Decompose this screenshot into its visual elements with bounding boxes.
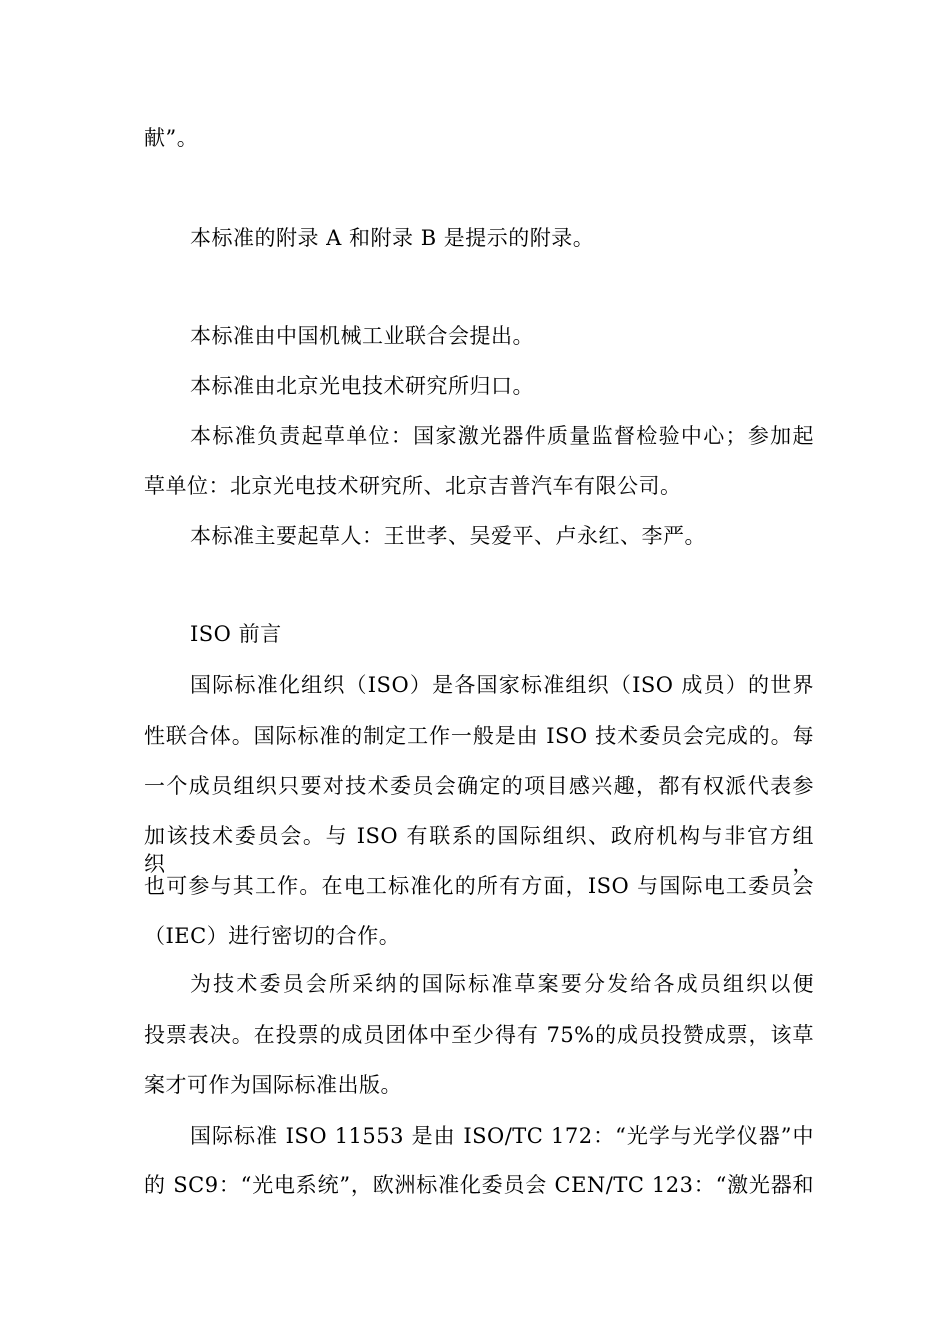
proposer-statement: 本标准由中国机械工业联合会提出。 xyxy=(190,324,534,348)
iso-foreword-heading: ISO 前言 xyxy=(190,622,282,646)
iso-paragraph-1-line-4: 加该技术委员会。与 ISO 有联系的国际组织、政府机构与非官方组织， xyxy=(144,824,814,876)
iso-paragraph-1-line-5: 也可参与其工作。在电工标准化的所有方面，ISO 与国际电工委员会 xyxy=(144,874,814,898)
drafting-units-line-1: 本标准负责起草单位：国家激光器件质量监督检验中心；参加起 xyxy=(190,424,814,448)
iso-paragraph-3-line-2: 的 SC9：“光电系统”，欧洲标准化委员会 CEN/TC 123：“激光器和 xyxy=(144,1173,814,1197)
iso-paragraph-2-line-2: 投票表决。在投票的成员团体中至少得有 75%的成员投赞成票，该草 xyxy=(144,1023,814,1047)
drafting-units-line-2: 草单位：北京光电技术研究所、北京吉普汽车有限公司。 xyxy=(144,474,682,498)
iso-paragraph-1-line-3: 一个成员组织只要对技术委员会确定的项目感兴趣，都有权派代表参 xyxy=(144,774,814,798)
iso-paragraph-1-line-6: （IEC）进行密切的合作。 xyxy=(144,924,401,948)
continued-text-line: 献”。 xyxy=(144,126,199,150)
iso-paragraph-1-line-1: 国际标准化组织（ISO）是各国家标准组织（ISO 成员）的世界 xyxy=(190,673,814,697)
main-drafters-statement: 本标准主要起草人：王世孝、吴爱平、卢永红、李严。 xyxy=(190,524,706,548)
iso-paragraph-2-line-1: 为技术委员会所采纳的国际标准草案要分发给各成员组织以便 xyxy=(190,972,814,996)
appendix-note: 本标准的附录 A 和附录 B 是提示的附录。 xyxy=(190,226,595,250)
iso-paragraph-1-line-2: 性联合体。国际标准的制定工作一般是由 ISO 技术委员会完成的。每 xyxy=(144,724,814,748)
administrator-statement: 本标准由北京光电技术研究所归口。 xyxy=(190,374,534,398)
iso-paragraph-3-line-1: 国际标准 ISO 11553 是由 ISO/TC 172：“光学与光学仪器”中 xyxy=(190,1124,814,1148)
iso-paragraph-2-line-3: 案才可作为国际标准出版。 xyxy=(144,1073,402,1097)
